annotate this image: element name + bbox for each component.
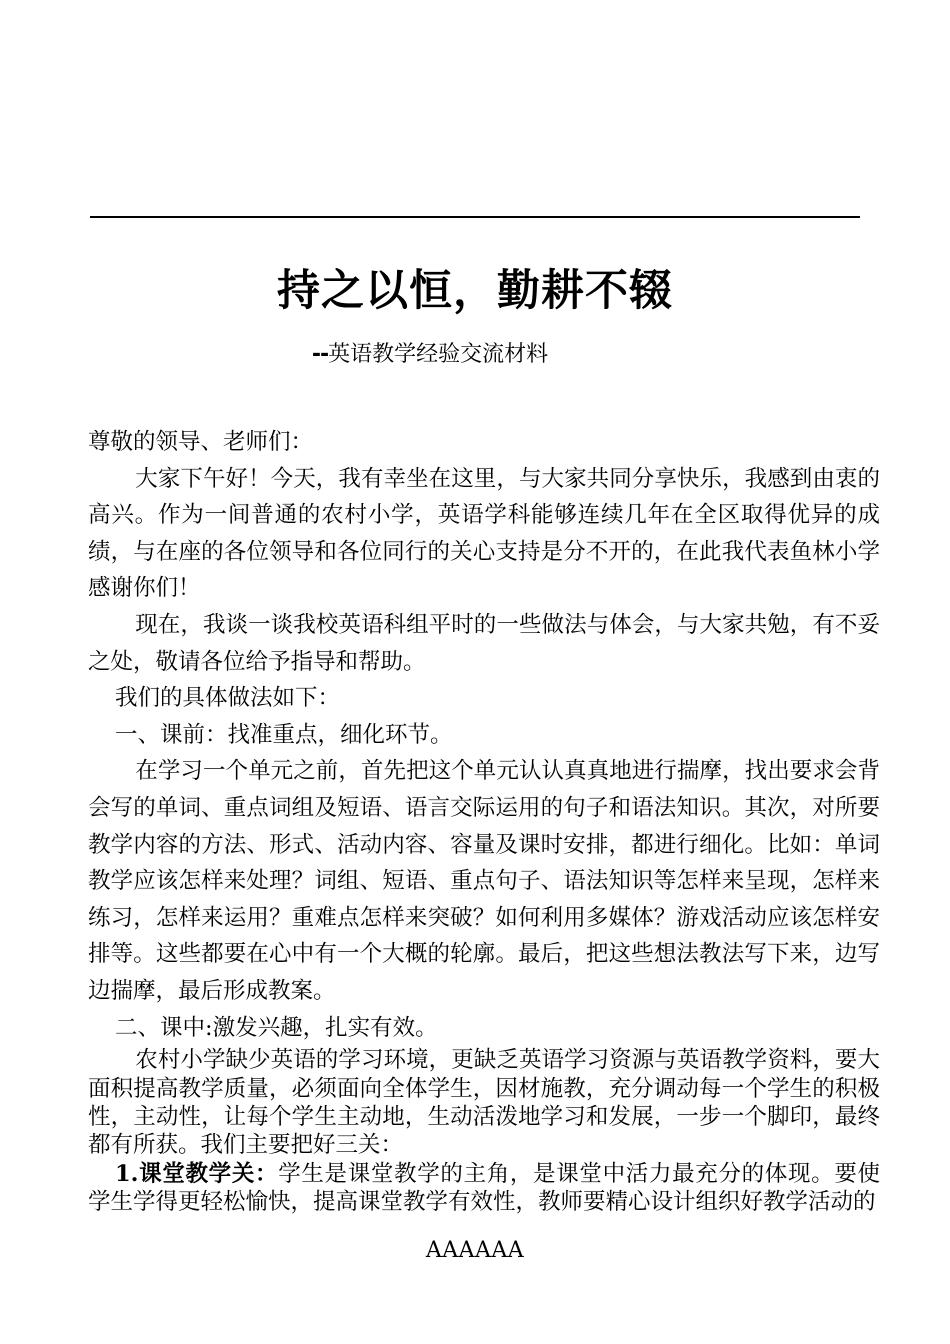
point-one-text: 学生是课堂教学的主角，是课堂中活力最充分的体现。要使学生学得更轻松愉快，提高课堂教学有效性，教师要精心设计组织好教学活动的	[88, 1160, 880, 1216]
subtitle-text: 英语教学经验交流材料	[328, 342, 549, 367]
document-body	[88, 424, 880, 1217]
paragraph-intro-purpose: 现在，我谈一谈我校英语科组平时的一些做法与体会，与大家共勉，有不妥之处，敬请各位给予指导和帮助。	[88, 611, 880, 675]
header-divider	[90, 216, 860, 218]
page-title: 持之以恒，勤耕不辍	[277, 265, 673, 316]
paragraph-point-one	[88, 1160, 880, 1217]
salutation-line: 尊敬的领导、老师们：	[88, 429, 314, 455]
paragraph-section-one-body: 在学习一个单元之前，首先把这个单元认认真真地进行揣摩，找出要求会背会写的单词、重点词组及短语、语言交际运用的句子和语法知识。其次，对所要教学内容的方法、形式、活动内容、容量及课时安排，都进行细化。比如：单词教学应该怎样来处理？词组、短语、重点句子、语法知识等怎样来呈现，怎样来练习，怎样来运用？重难点怎样来突破？如何利用多媒体？游戏活动应该怎样安排等。这些都要在心中有一个大概的轮廓。最后，把这些想法教法写下来，边写边揣摩，最后形成教案。	[88, 758, 880, 1004]
document-subtitle	[0, 340, 950, 370]
paragraph-methods-lead: 我们的具体做法如下：	[115, 685, 341, 712]
point-one-label: 1.课堂教学关：	[115, 1160, 279, 1187]
heading-section-two: 二、课中:激发兴趣，扎实有效。	[115, 1014, 438, 1041]
subtitle-dash-prefix: --	[311, 342, 329, 367]
page-footer: AAAAAA	[425, 1238, 525, 1263]
heading-section-one: 一、课前：找准重点，细化环节。	[115, 721, 453, 748]
paragraph-intro-greeting: 大家下午好！今天，我有幸坐在这里，与大家共同分享快乐，我感到由衷的高兴。作为一间普通的农村小学，英语学科能够连续几年在全区取得优异的成绩，与在座的各位领导和各位同行的关心支持是分不开的，在此我代表鱼林小学感谢你们！	[88, 465, 880, 602]
paragraph-section-two-body: 农村小学缺少英语的学习环境，更缺乏英语学习资源与英语教学资料，要大面积提高教学质量，必须面向全体学生，因材施教，充分调动每一个学生的积极性，主动性，让每个学生主动地，生动活泼地学习和发展，一步一个脚印，最终都有所获。我们主要把好三关：	[88, 1047, 880, 1159]
